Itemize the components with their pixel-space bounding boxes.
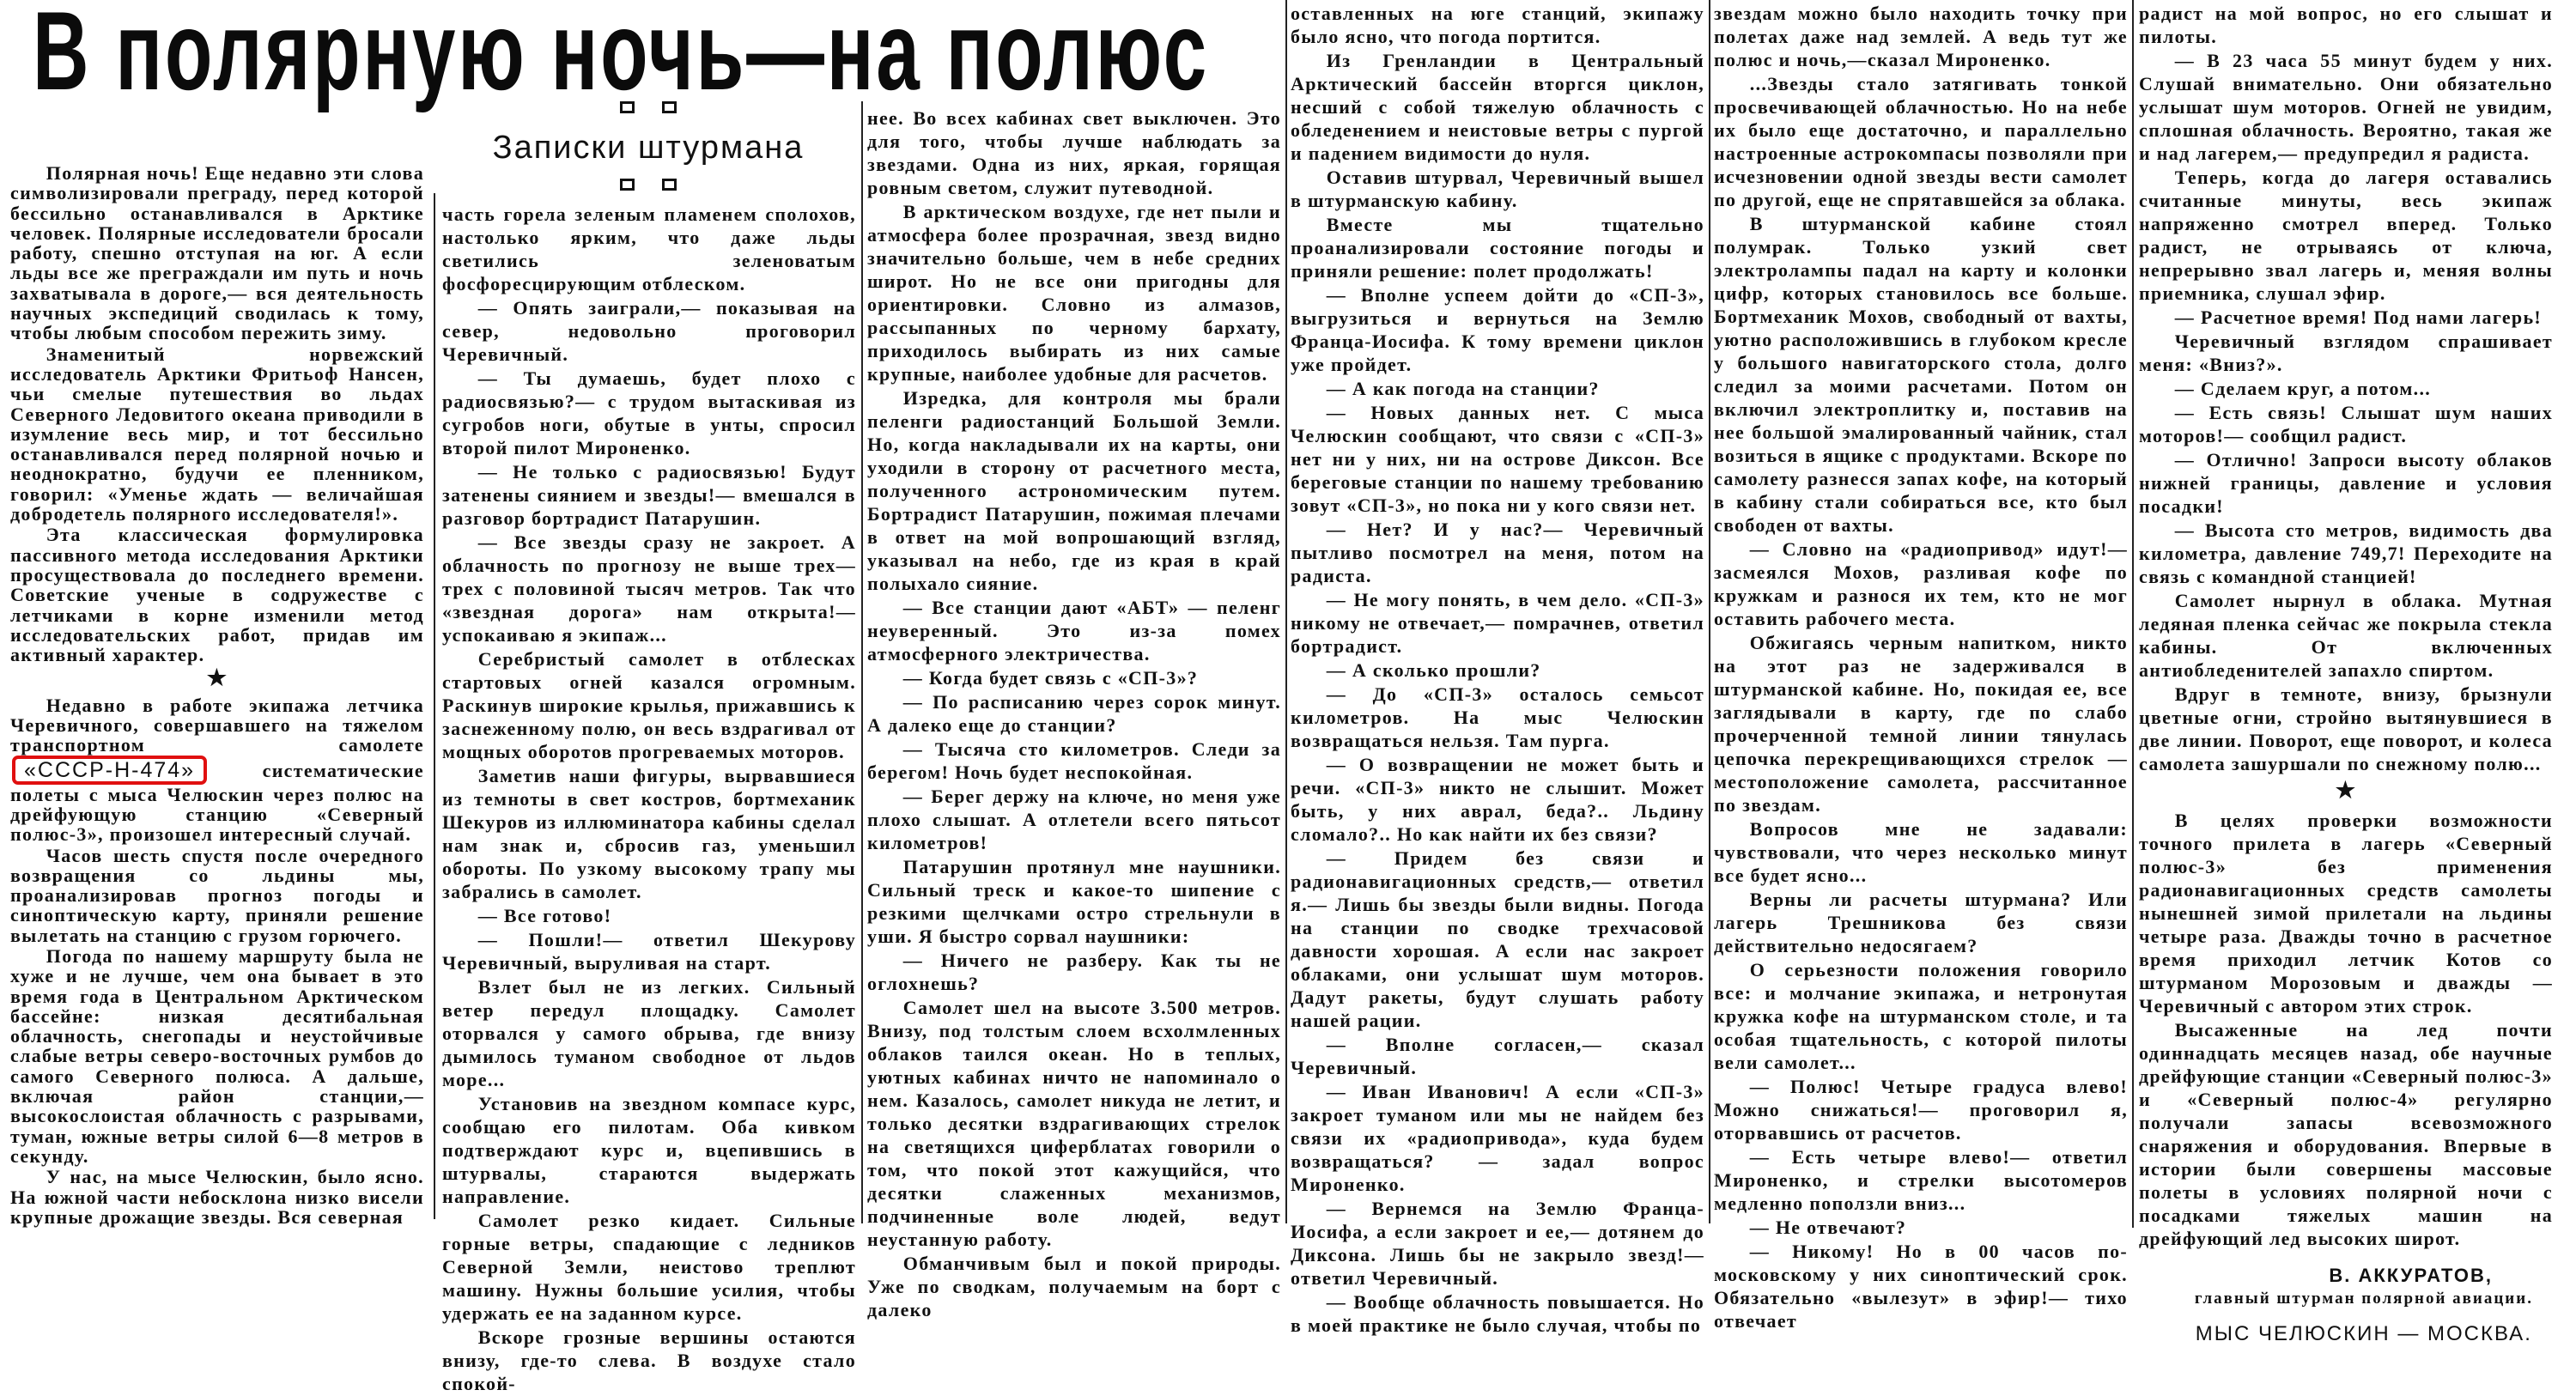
author-position: главный штурман полярной авиации. <box>2194 1290 2533 1308</box>
article-paragraph: Вместе мы тщательно проанализировали состояние погоды и приняли решение: полет продолжать! <box>1291 214 1704 282</box>
article-paragraph: — Сделаем круг, а потом... <box>2174 378 2432 399</box>
article-paragraph: Из Гренландии в Центральный Арктический бассейн вторгся циклон, несший с собой тяжелую облачность с обледенением и неистовые ветры с пургой и падением видимости до нуля. <box>1291 50 1704 164</box>
article-paragraph: — Вполне успеем дойти до «СП-3», выгрузиться и вернуться на Землю Франца-Иосифа. К тому времени циклон уже пройдет. <box>1291 284 1704 375</box>
article-paragraph: — Все станции дают «АБТ» — пеленг неуверенный. Это из-за помех атмосферного электричества. <box>867 597 1281 665</box>
star-separator-icon: ★ <box>2335 778 2357 803</box>
article-paragraph: часть горела зеленым пламенем сполохов, настолько ярким, что даже льды светились зеленоватым фосфоресцирующим отблеском. <box>442 203 856 294</box>
article-paragraph: — Вернемся на Землю Франца-Иосифа, а если закроет и ее,— дотянем до Диксона. Лишь бы не закрыло звезд!— ответил Черевичный. <box>1291 1198 1704 1289</box>
article-paragraph: — Есть связь! Слышат шум наших моторов!— сообщил радист. <box>2139 402 2553 446</box>
article-paragraph: — Высота сто метров, видимость два километра, давление 749,7! Переходите на связь с командной станцией! <box>2139 519 2553 587</box>
article-paragraph: Обжигаясь черным напитком, никто на этот раз не задерживался в штурманской кабине. Но, покидая ее, все заглядывали в карту, где по слабо прочерченной темной линии тянулась цепочка перекрещивающихся стрелок — местоположение самолета, рассчитанное по звездам. <box>1714 632 2128 816</box>
article-paragraph: Погода по нашему маршруту была не хуже и не лучше, чем она бывает в это время года в Центральном Арктическом бассейне: низкая десятибальная облачность, снегопады и неустойчивые слабые ветры северо-восточных румбов до самого Северного полюса. А дальше, включая район станции,— высокослоистая облачность с разрывами, туман, южные ветры силой 6—8 метров в секунду. <box>10 944 424 1167</box>
article-paragraph: — Пошли!— ответил Шекурову Черевичный, выруливая на старт. <box>442 929 856 974</box>
column-rule <box>1709 0 1710 1223</box>
article-paragraph: — Вообще облачность повышается. Но в моей практике не было случая, чтобы по <box>1291 1291 1704 1336</box>
article-paragraph: — Новых данных нет. С мыса Челюскин сообщают, что связи с «СП-3» нет ни у них, ни на острове Диксон. Все береговые станции по нашему требованию зовут «СП-3», но пока ни у кого связи нет. <box>1291 402 1704 516</box>
article-paragraph: Высаженные на лед почти одиннадцать месяцев назад, обе научные дрейфующие станции «Северный полюс-3» и «Северный полюс-4» регулярно получали запасы всевозможного снаряжения и оборудования. Впервые в истории были совершены массовые полеты в условиях полярной ночи с посадками тяжелых машин на дрейфующий лед высоких широт. <box>2139 1019 2553 1249</box>
article-paragraph: — О возвращении не может быть и речи. «СП-3» никто не слышит. Может быть, у них аврал, беда?.. Льдину сломало?.. Но как найти их без связи? <box>1291 754 1704 845</box>
dateline: МЫС ЧЕЛЮСКИН — МОСКВА. <box>2195 1322 2532 1345</box>
article-paragraph: Теперь, когда до лагеря оставались считанные минуты, весь экипаж напряженно смотрел вперед. Только радист, не отрываясь от ключа, непрерывно звал лагерь и, меняя волны приемника, слушал эфир. <box>2139 167 2553 304</box>
article-paragraph: — По расписанию через сорок минут. А далеко еще до станции? <box>867 691 1281 736</box>
article-paragraph: В целях проверки возможности точного прилета в лагерь «Северный полюс-3» без применения радионавигационных средств самолеты нынешней зимой прилетали на льдины четыре раза. Дважды точно в расчетное время приходил летчик Котов со штурманом Морозовым и дважды — Черевичный с автором этих строк. <box>2139 810 2553 1017</box>
article-column-1 <box>10 163 424 1228</box>
article-paragraph: Эта классическая формулировка пассивного метода исследования Арктики просуществовала до последнего времени. Советские ученые в содружестве с летчиками в корне изменили метод исследовательских работ, придав им активный характер. <box>10 524 424 666</box>
article-paragraph: Взлет был не из легких. Сильный ветер передул площадку. Самолет оторвался у самого обрыва, где внизу дымилось туманом свободное от льдов море... <box>442 976 856 1090</box>
article-paragraph: Черевичный взглядом спрашивает меня: «Вниз?». <box>2139 331 2553 375</box>
article-paragraph: — Все звезды сразу не закроет. А облачность по прогнозу не выше трех—трех с половиной тысяч метров. Так что «звездная дорога» нам открыта!— успокаиваю я экипаж... <box>442 531 856 646</box>
signature-block <box>2139 1264 2553 1345</box>
article-column-6 <box>2139 2 2553 1346</box>
article-paragraph: Заметив наши фигуры, вырвавшиеся из темноты в свет костров, бортмеханик Шекуров из иллюминатора кабины сделал нам знак и, сбросив газ, уменьшил обороты. По узкому высокому трапу мы забрались в самолет. <box>442 765 856 902</box>
article-paragraph: Вскоре грозные вершины остаются внизу, где-то слева. В воздухе стало спокой- <box>442 1326 856 1394</box>
article-column-3 <box>867 106 1281 1322</box>
article-paragraph: Вдруг в темноте, внизу, брызнули цветные огни, стройно вытянувшиеся в две линии. Поворот, еще поворот, и колеса самолета зашуршали по снежному полю... <box>2139 683 2553 774</box>
article-paragraph: — Никому! Но в 00 часов по-московскому у них синоптический срок. Обязательно «вылезут» в эфир!— тихо отвечает <box>1714 1241 2128 1332</box>
article-paragraph: оставленных на юге станций, экипажу было ясно, что погода портится. <box>1291 3 1704 47</box>
column-rule <box>2132 0 2134 1228</box>
paragraph-text: систематические полеты с мыса Челюскин через полюс на дрейфующую станцию «Северный полюс-3», произошел интересный случай. <box>10 759 424 846</box>
column-rule <box>434 193 435 1219</box>
article-paragraph: — В 23 часа 55 минут будем у них. Слушай внимательно. Они обязательно услышат шум моторов. Огней не увидим, сплошная облачность. Вероятно, такая же и над лагерем,— предупредил я радиста. <box>2139 50 2553 164</box>
article-paragraph: — Придем без связи и радионавигационных средств,— ответил я.— Лишь бы звезды были видны. Погода на станции по сводке трехчасовой давности хорошая. А если нас закроет облаками, они услышат шум моторов. Дадут ракеты, будут слушать работу нашей рации. <box>1291 847 1704 1031</box>
article-paragraph: Установив на звездном компасе курс, сообщаю его пилотам. Оба кивком подтверждают курс и, вцепившись в штурвалы, стараются выдержать направление. <box>442 1093 856 1207</box>
article-paragraph: — Не могу понять, в чем дело. «СП-3» никому не отвечает,— помрачнев, ответил бортрадист. <box>1291 589 1704 657</box>
article-paragraph: — Ничего не разберу. Как ты не оглохнешь? <box>867 950 1281 994</box>
article-paragraph: — Опять заиграли,— показывая на север, недовольно проговорил Черевичный. <box>442 297 856 365</box>
article-paragraph: В арктическом воздухе, где нет пыли и атмосфера более прозрачная, звезд видно значительно больше, чем в небе средних широт. Но не все они пригодны для ориентировки. Словно из алмазов, рассыпанных по черному бархату, приходилось выбирать из них самые крупные, наиболее удобные для расчетов. <box>867 201 1281 385</box>
article-paragraph: нее. Во всех кабинах свет выключен. Это для того, чтобы лучше наблюдать за звездами. Одна из них, яркая, горящая ровным светом, служит путеводной. <box>867 107 1281 198</box>
rubric-ornament-bottom <box>442 179 854 195</box>
article-paragraph: — Не отвечают? <box>1749 1217 1907 1238</box>
article-paragraph: Самолет шел на высоте 3.500 метров. Внизу, под толстым слоем всхолмленных облаков таился океан. Но в теплых, уютных кабинах ничто не напоминало о нем. Казалось, самолет никуда не летит, и только десятки вздрагивающих стрелок на светящихся циферблатах говорили о том, что покой этот кажущийся, что десятки слаженных механизмов, подчиненные воле людей, ведут неустанную работу. <box>867 997 1281 1250</box>
author-name: В. АККУРАТОВ, <box>2329 1265 2493 1286</box>
rubric-header <box>442 101 854 195</box>
article-column-2 <box>442 203 856 1396</box>
column-rule <box>861 101 863 1223</box>
rubric-ornament-top <box>442 101 854 118</box>
article-paragraph: — Все готово! <box>477 905 612 926</box>
article-paragraph: звездам можно было находить точку при полетах даже над землей. А ведь тут же полюс и ночь,—сказал Мироненко. <box>1714 3 2128 70</box>
article-paragraph: радист на мой вопрос, но его слышат и пилоты. <box>2139 3 2553 47</box>
article-paragraph: Верны ли расчеты штурмана? Или лагерь Трешникова без связи действительно недосягаем? <box>1714 889 2128 956</box>
article-paragraph: — А как погода на станции? <box>1326 378 1600 399</box>
article-paragraph: Часов шесть спустя после очередного возвращения со льдины мы, проанализировав прогноз погоды и синоптическую карту, приняли решение вылетать на станцию с грузом горючего. <box>10 844 424 946</box>
article-paragraph: О серьезности положения говорило все: и молчание экипажа, и нетронутая кружка кофе на штурманском столе, и та особая тщательность, с которой пилоты вели самолет... <box>1714 959 2128 1073</box>
article-paragraph: В штурманской кабине стоял полумрак. Только узкий свет электролампы падал на карту и колонки цифр, которых становилось все больше. Бортмеханик Мохов, свободный от вахты, уютно расположившись в глубоком кресле у большого навигаторского стола, долго следил за моими расчетами. Потом он включил электроплитку и, поставив на нее большой эмалированный чайник, стал возиться в ящике с продуктами. Вскоре по самолету разнесся запах кофе, на который в кабину стали собираться все, кто был свободен от вахты. <box>1714 213 2128 536</box>
article-paragraph: Обманчивым был и покой природы. Уже по сводкам, получаемым на борт с далеко <box>867 1253 1281 1320</box>
article-paragraph: — Когда будет связь с «СП-3»? <box>902 667 1199 689</box>
article-column-4 <box>1291 2 1704 1338</box>
article-paragraph <box>10 695 424 845</box>
article-paragraph: У нас, на мысе Челюскин, было ясно. На южной части небосклона низко висели крупные дрожащие звезды. Вся северная <box>10 1166 424 1228</box>
article-paragraph: — Есть четыре влево!— ответил Мироненко, и стрелки высотомеров медленно поползли вниз... <box>1714 1146 2128 1214</box>
article-paragraph: — Ты думаешь, будет плохо с радиосвязью?— с трудом вытаскивая из сугробов ноги, обутые в унты, спросил второй пилот Мироненко. <box>442 367 856 458</box>
article-paragraph: Самолет нырнул в облака. Мутная ледяная пленка сейчас же покрыла стекла кабины. От включенных антиобледенителей запахло спиртом. <box>2139 590 2553 681</box>
article-paragraph: ...Звезды стало затягивать тонкой просвечивающей облачностью. Но на небе их было еще достаточно, и параллельно настроенные астрокомпасы позволяли при исчезновении одной звезды вести самолет по другой, еще не спрятавшейся за облака. <box>1714 73 2128 210</box>
article-paragraph: Оставив штурвал, Черевичный вышел в штурманскую кабину. <box>1291 167 1704 211</box>
star-separator-icon: ★ <box>206 665 228 691</box>
article-paragraph: — Расчетное время! Под нами лагерь! <box>2174 307 2543 328</box>
article-paragraph: — А сколько прошли? <box>1326 659 1541 681</box>
article-paragraph: — Отлично! Запроси высоту облаков нижней границы, давление и условия посадки! <box>2139 449 2553 517</box>
article-paragraph: Вопросов мне не задавали: чувствовали, что через несколько минут все будет ясно... <box>1714 818 2128 886</box>
article-paragraph: — Не только с радиосвязью! Будут затенены сиянием и звезды!— вмешался в разговор бортрадист Патарушин. <box>442 461 856 529</box>
article-paragraph: — Берег держу на ключе, но меня уже плохо слышат. А отлетели всего пятьсот километров! <box>867 786 1281 853</box>
article-paragraph: Знаменитый норвежский исследователь Арктики Фритьоф Нансен, чьи смелые путешествия во льдах Северного Ледовитого океана приводили в изумление весь мир, и тот бессильно останавливался перед полярной ночью и неоднократно, будучи ее пленником, говорил: «Уменье ждать — величайшая добродетель полярного исследователя!». <box>10 343 424 525</box>
article-paragraph: — Вполне согласен,— сказал Черевичный. <box>1291 1034 1704 1078</box>
article-paragraph: — Словно на «радиопривод» идут!— засмеялся Мохов, разливая кофе по кружкам и разнося их тем, кто не мог оставить рабочего места. <box>1714 538 2128 629</box>
article-paragraph: Патарушин протянул мне наушники. Сильный треск и какое-то шипение с резкими щелчками остро стрельнули в уши. Я быстро сорвал наушники: <box>867 856 1281 947</box>
rubric-title: Записки штурмана <box>492 130 805 166</box>
article-paragraph: Изредка, для контроля мы брали пеленги радиостанций Большой Земли. Но, когда накладывали их на карты, они уходили в сторону от расчетного места, полученного астрономическим путем. Бортрадист Патарушин, пожимая плечами в ответ на мой вопрошающий взгляд, указывал на небо, где из края в край полыхало сияние. <box>867 387 1281 594</box>
article-paragraph: — Тысяча сто километров. Следи за берегом! Ночь будет неспокойная. <box>867 738 1281 783</box>
article-paragraph: — До «СП-3» осталось семьсот километров. На мыс Челюскин возвращаться нельзя. Там пурга. <box>1291 683 1704 751</box>
highlighted-aircraft-id: «СССР-Н-474» <box>12 756 207 785</box>
paragraph-text: Недавно в работе экипажа летчика Черевичного, совершавшего на тяжелом транспортном самолете <box>10 694 424 756</box>
article-paragraph: Самолет резко кидает. Сильные горные ветры, спадающие с ледников Северной Земли, неистово треплют машину. Нужны большие усилия, чтобы удержать ее на заданном курсе. <box>442 1210 856 1324</box>
article-paragraph: Полярная ночь! Еще недавно эти слова символизировали преграду, перед которой бессильно останавливался в Арктике человек. Полярные исследователи бросали работу, спешно отступая на юг. А если льды все же преграждали им путь и ночь захватывала в дороге,— вся деятельность научных экспедиций сводилась к тому, чтобы любым способом пережить зиму. <box>10 162 424 344</box>
column-rule <box>1285 0 1287 1223</box>
article-paragraph: Серебристый самолет в отблесках стартовых огней казался огромным. Раскинув широкие крылья, прижавшись к заснеженному полю, он весь вздрагивал от мощных оборотов прогреваемых моторов. <box>442 648 856 762</box>
article-paragraph: — Полюс! Четыре градуса влево! Можно снижаться!— проговорил я, оторвавшись от расчетов. <box>1714 1076 2128 1144</box>
article-paragraph: — Иван Иванович! А если «СП-3» закроет туманом или мы не найдем без связи их «радиопривода», куда будем возвращаться? — задал вопрос Мироненко. <box>1291 1081 1704 1195</box>
article-headline: В полярную ночь—на полюс <box>33 0 1209 113</box>
article-paragraph: — Нет? И у нас?— Черевичный пытливо посмотрел на меня, потом на радиста. <box>1291 519 1704 586</box>
article-column-5 <box>1714 2 2128 1333</box>
